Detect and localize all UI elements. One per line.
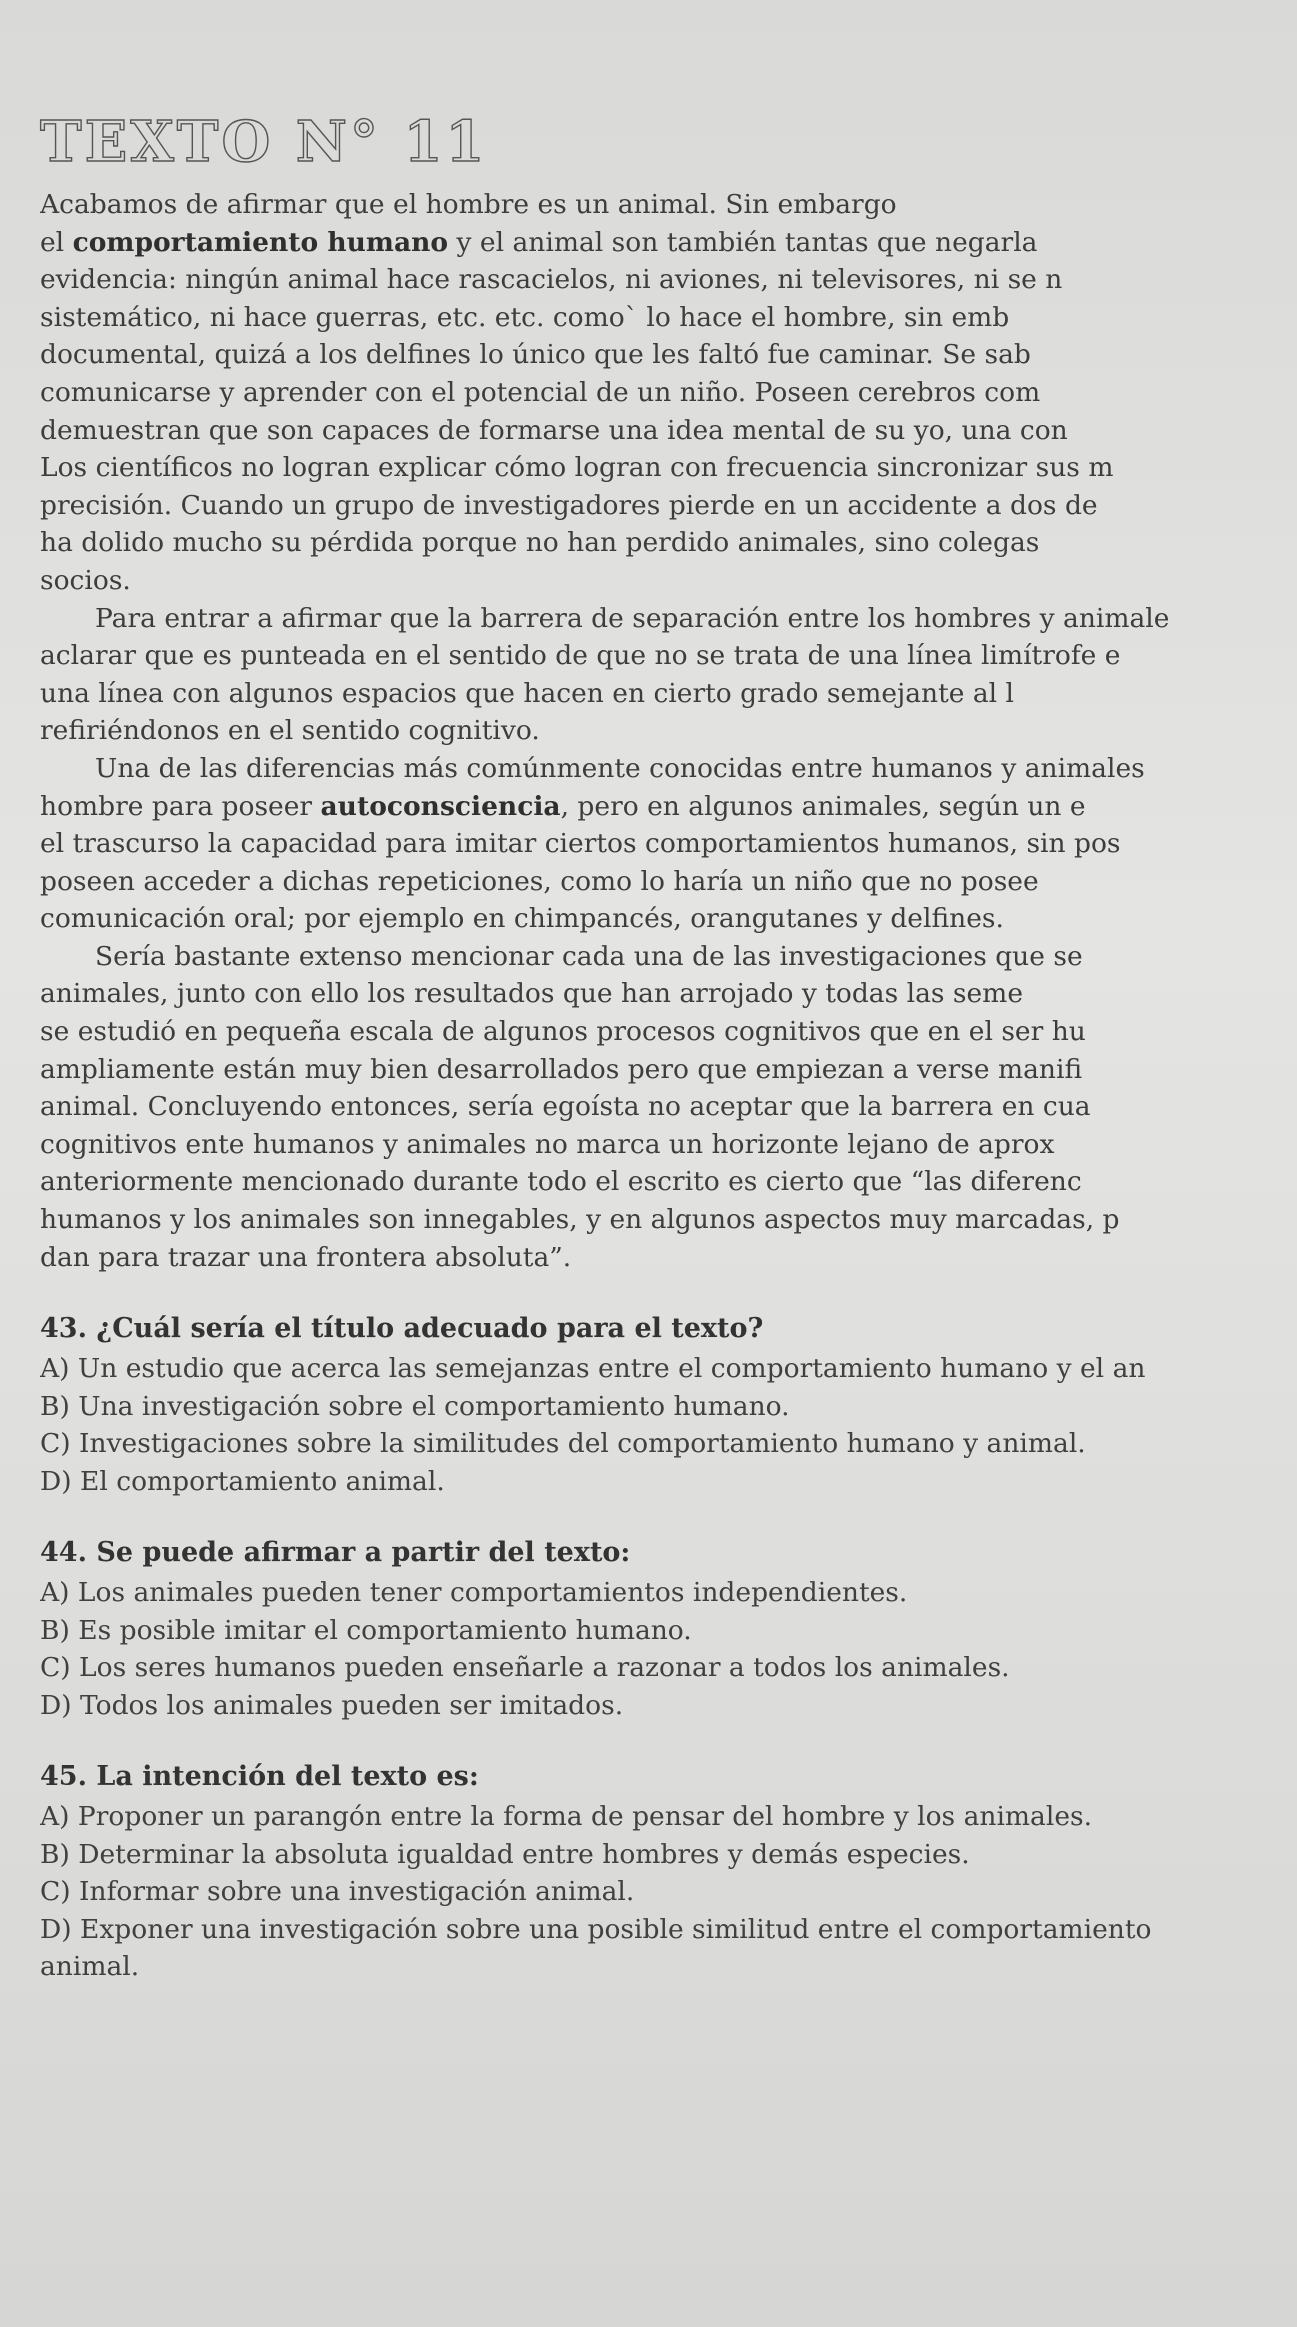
passage-line: evidencia: ningún animal hace rascacielos, ni aviones, ni televisores, ni se n <box>40 264 1063 296</box>
passage-line: el trascurso la capacidad para imitar ciertos comportamientos humanos, sin pos <box>40 828 1121 860</box>
answer-option: B) Una investigación sobre el comportamiento humano. <box>40 1390 790 1422</box>
passage-line: animales, junto con ello los resultados que han arrojado y todas las seme <box>40 978 1023 1010</box>
passage-line: cognitivos ente humanos y animales no marca un horizonte lejano de aprox <box>40 1128 1055 1160</box>
document-content <box>40 110 1297 1986</box>
passage-line: Una de las diferencias más comúnmente conocidas entre humanos y animales <box>95 752 1145 784</box>
passage-line-text: y el animal son también tantas que negarla <box>448 226 1038 258</box>
passage-line: Sería bastante extenso mencionar cada una de las investigaciones que se <box>95 940 1083 972</box>
passage-line: comunicarse y aprender con el potencial de un niño. Poseen cerebros com <box>40 376 1041 408</box>
passage-line-text: , pero en algunos animales, según un e <box>560 790 1086 822</box>
passage-line: demuestran que son capaces de formarse una idea mental de su yo, una con <box>40 414 1068 446</box>
question-block <box>40 1758 1297 1986</box>
passage-line: documental, quizá a los delfines lo único que les faltó fue caminar. Se sab <box>40 339 1031 371</box>
question-block <box>40 1310 1297 1500</box>
question-title: 43. ¿Cuál sería el título adecuado para el texto? <box>40 1313 764 1345</box>
passage-line: refiriéndonos en el sentido cognitivo. <box>40 715 540 747</box>
answer-option: C) Investigaciones sobre la similitudes del comportamiento humano y animal. <box>40 1428 1086 1460</box>
passage-line: comunicación oral; por ejemplo en chimpancés, orangutanes y delfines. <box>40 903 1004 935</box>
answer-option: B) Determinar la absoluta igualdad entre hombres y demás especies. <box>40 1838 970 1870</box>
passage-line <box>40 788 1297 826</box>
answer-option: A) Los animales pueden tener comportamientos independientes. <box>40 1577 908 1609</box>
answer-option: B) Es posible imitar el comportamiento humano. <box>40 1614 692 1646</box>
answer-option: D) El comportamiento animal. <box>40 1465 445 1497</box>
answer-option: D) Exponer una investigación sobre una posible similitud entre el comportamiento <box>40 1913 1152 1945</box>
answer-option: A) Un estudio que acerca las semejanzas entre el comportamiento humano y el an <box>40 1353 1146 1385</box>
passage-bold-term: autoconsciencia <box>320 790 561 822</box>
passage-line-text: hombre para poseer <box>40 790 321 822</box>
passage-line: anteriormente mencionado durante todo el escrito es cierto que “las diferenc <box>40 1166 1082 1198</box>
passage-line: precisión. Cuando un grupo de investigadores pierde en un accidente a dos de <box>40 489 1098 521</box>
passage-line: Para entrar a afirmar que la barrera de separación entre los hombres y animale <box>95 602 1170 634</box>
answer-option: animal. <box>40 1951 140 1983</box>
passage-line: sistemático, ni hace guerras, etc. etc. como` lo hace el hombre, sin emb <box>40 301 1010 333</box>
passage-line: Los científicos no logran explicar cómo logran con frecuencia sincronizar sus m <box>40 452 1114 484</box>
passage-line <box>40 224 1297 262</box>
answer-option: A) Proponer un parangón entre la forma de pensar del hombre y los animales. <box>40 1801 1093 1833</box>
passage-line: animal. Concluyendo entonces, sería egoísta no aceptar que la barrera en cua <box>40 1091 1091 1123</box>
answer-option: D) Todos los animales pueden ser imitados. <box>40 1689 624 1721</box>
passage-line: humanos y los animales son innegables, y en algunos aspectos muy marcadas, p <box>40 1204 1120 1236</box>
answer-option: C) Los seres humanos pueden enseñarle a razonar a todos los animales. <box>40 1652 1010 1684</box>
passage-line: poseen acceder a dichas repeticiones, como lo haría un niño que no posee <box>40 865 1039 897</box>
passage-line: una línea con algunos espacios que hacen en cierto grado semejante al l <box>40 677 1015 709</box>
question-title: 44. Se puede afirmar a partir del texto: <box>40 1537 631 1569</box>
question-title: 45. La intención del texto es: <box>40 1761 479 1793</box>
passage-line: se estudió en pequeña escala de algunos procesos cognitivos que en el ser hu <box>40 1016 1086 1048</box>
reading-passage <box>40 186 1297 1276</box>
question-block <box>40 1534 1297 1724</box>
passage-line: ampliamente están muy bien desarrollados pero que empiezan a verse manifi <box>40 1053 1083 1085</box>
passage-line: Acabamos de afirmar que el hombre es un animal. Sin embargo <box>40 189 897 220</box>
passage-line: socios. <box>40 564 131 596</box>
passage-line: dan para trazar una frontera absoluta”. <box>40 1241 572 1273</box>
answer-option: C) Informar sobre una investigación animal. <box>40 1876 635 1908</box>
questions-section <box>40 1310 1297 1986</box>
passage-line-text: el <box>40 226 73 258</box>
passage-bold-term: comportamiento humano <box>72 226 449 258</box>
document-title: TEXTO N° 11 <box>40 109 488 175</box>
passage-line: aclarar que es punteada en el sentido de que no se trata de una línea limítrofe e <box>40 640 1121 672</box>
passage-line: ha dolido mucho su pérdida porque no han perdido animales, sino colegas <box>40 527 1040 559</box>
